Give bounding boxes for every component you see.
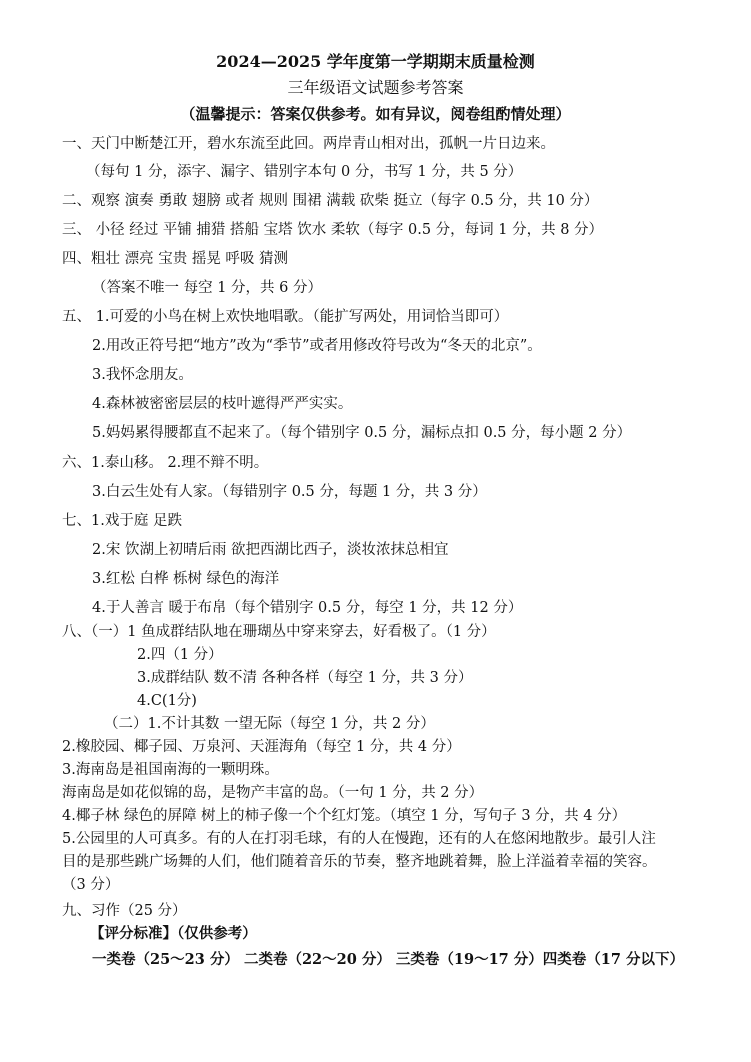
answer-line: 2.用改正符号把“地方”改为“季节”或者用修改符号改为“冬天的北京”。 <box>92 338 542 354</box>
answer-line: 3.海南岛是祖国南海的一颗明珠。 <box>62 762 279 778</box>
answer-line: （答案不唯一 每空 1 分，共 6 分） <box>92 280 322 296</box>
answer-line: 4.于人善言 暖于布帛（每个错别字 0.5 分，每空 1 分，共 12 分） <box>92 600 523 616</box>
answer-line: 三、 小径 经过 平铺 捕猎 搭船 宝塔 饮水 柔软（每字 0.5 分，每词 1 分，共 8 分） <box>62 222 604 238</box>
warm-tip: （温馨提示：答案仅供参考。如有异议，阅卷组酌情处理） <box>180 105 571 123</box>
answer-line: 2.宋 饮湖上初晴后雨 欲把西湖比西子，淡妆浓抹总相宜 <box>92 542 449 558</box>
answer-line: 3.白云生处有人家。（每错别字 0.5 分，每题 1 分，共 3 分） <box>92 484 487 500</box>
answer-line: （3 分） <box>62 877 120 893</box>
answer-line: （二）1.不计其数 一望无际（每空 1 分，共 2 分） <box>104 716 435 732</box>
answer-line: 九、习作（25 分） <box>62 903 187 919</box>
answer-line: 八、（一）1 鱼成群结队地在珊瑚丛中穿来穿去，好看极了。（1 分） <box>62 624 496 640</box>
answer-line: 五、 1.可爱的小鸟在树上欢快地唱歌。（能扩写两处，用词恰当即可） <box>62 309 509 325</box>
answer-line: 3.我怀念朋友。 <box>92 367 193 383</box>
answer-line: 目的是那些跳广场舞的人们，他们随着音乐的节奏，整齐地跳着舞，脸上洋溢着幸福的笑容。 <box>62 854 657 870</box>
answer-line: 二、观察 演奏 勇敢 翅膀 或者 规则 围裙 满载 砍柴 挺立（每字 0.5 分，共 10 分） <box>62 193 599 209</box>
document-title: 2024—2025 学年度第一学期期末质量检测 <box>216 52 535 71</box>
answer-line: 4.森林被密密层层的枝叶遮得严严实实。 <box>92 396 353 412</box>
answer-line: （每句 1 分，添字、漏字、错别字本句 0 分，书写 1 分，共 5 分） <box>86 164 523 180</box>
answer-line: 海南岛是如花似锦的岛，是物产丰富的岛。（一句 1 分，共 2 分） <box>62 785 484 801</box>
answer-line: 3.成群结队 数不清 各种各样（每空 1 分，共 3 分） <box>137 670 473 686</box>
answer-line: 5.妈妈累得腰都直不起来了。（每个错别字 0.5 分，漏标点扣 0.5 分，每小题 2 分） <box>92 425 632 441</box>
scoring-criteria-heading: 【评分标准】（仅供参考） <box>90 925 257 942</box>
answer-line: 4.椰子林 绿色的屏障 树上的柿子像一个个红灯笼。（填空 1 分，写句子 3 分，共 4 分） <box>62 808 627 824</box>
answer-line: 5.公园里的人可真多。有的人在打羽毛球，有的人在慢跑，还有的人在悠闲地散步。最引人注 <box>62 831 656 847</box>
answer-line: 2.四（1 分） <box>137 647 223 663</box>
answer-line: 4.C(1分) <box>137 693 197 709</box>
scoring-grades: 一类卷（25～23 分） 二类卷（22～20 分） 三类卷（19～17 分）四类卷（17 分以下） <box>92 951 685 968</box>
answer-line: 3.红松 白桦 栎树 绿色的海洋 <box>92 571 280 587</box>
answer-line: 七、1.戏于庭 足跌 <box>62 513 182 529</box>
answer-line: 一、天门中断楚江开，碧水东流至此回。两岸青山相对出，孤帆一片日边来。 <box>62 136 555 152</box>
document-subtitle: 三年级语文试题参考答案 <box>287 78 464 97</box>
answer-line: 四、粗壮 漂亮 宝贵 摇晃 呼吸 猜测 <box>62 251 289 267</box>
answer-line: 2.橡胶园、椰子园、万泉河、天涯海角（每空 1 分，共 4 分） <box>62 739 461 755</box>
answer-line: 六、1.泰山移。 2.理不辩不明。 <box>62 455 269 471</box>
